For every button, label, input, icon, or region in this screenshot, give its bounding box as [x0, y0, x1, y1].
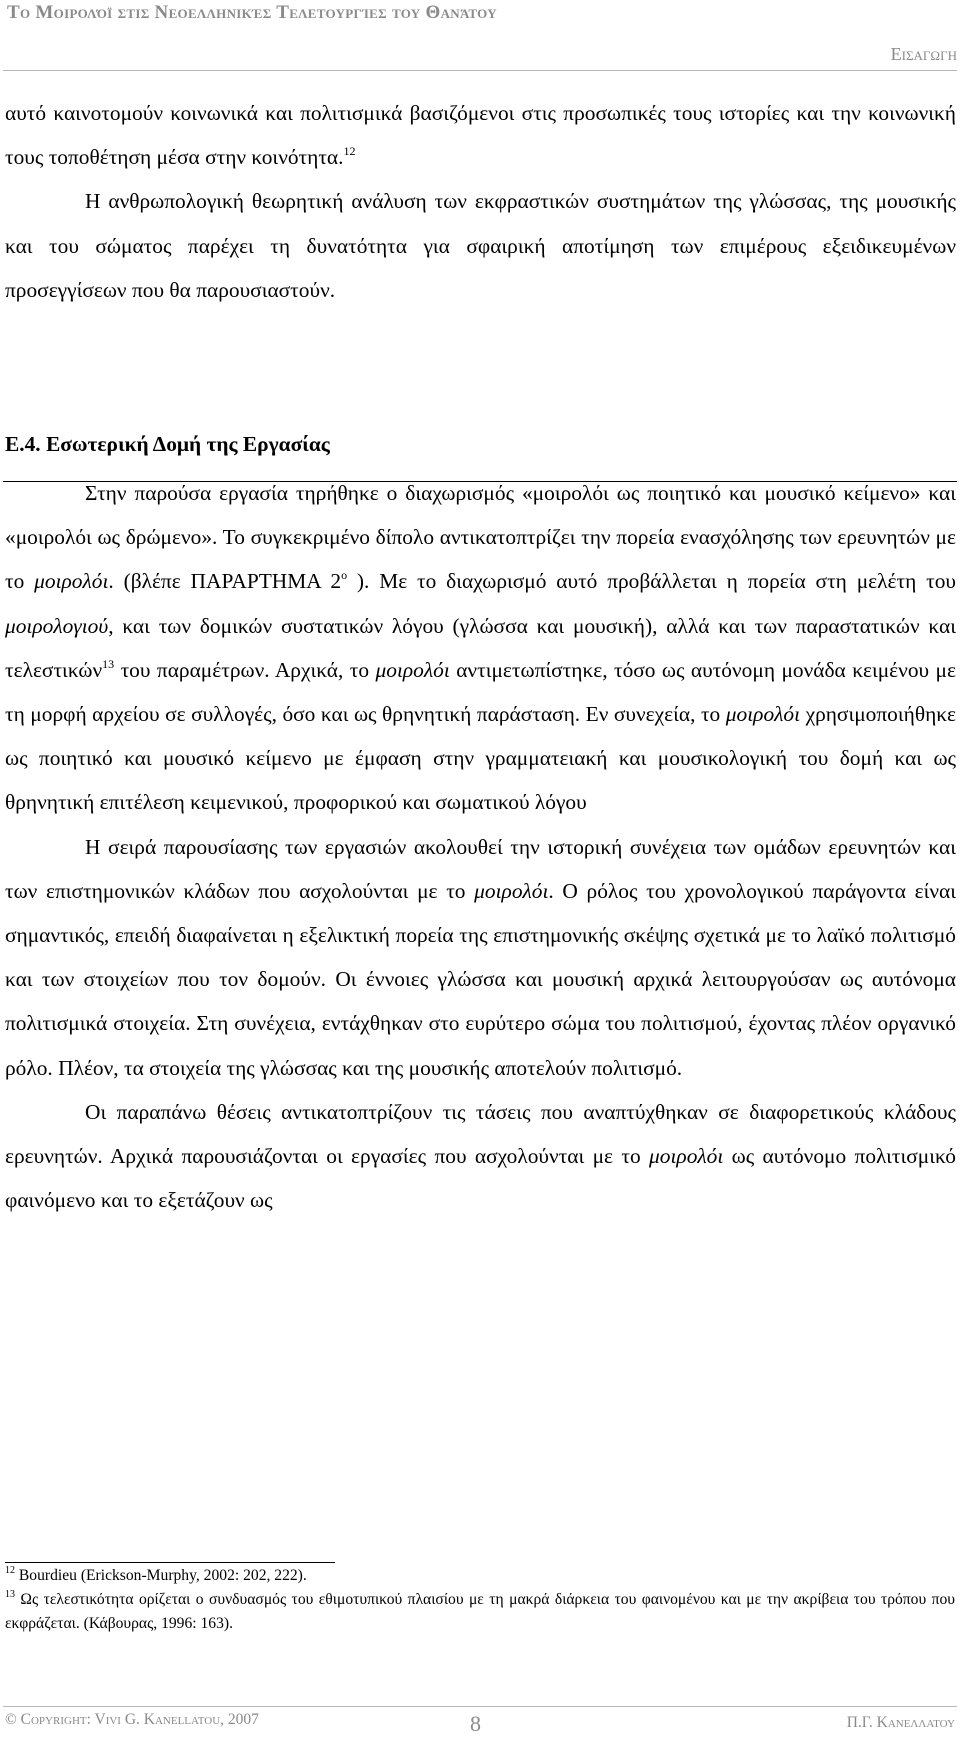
header-divider — [3, 70, 957, 71]
intro-paragraph-2: Η ανθρωπολογική θεωρητική ανάλυση των εκφραστικών συστημάτων της γλώσσας, της μουσικής και του σώματος παρέχει τη δυνατότητα για σφαιρική αποτίμηση των επιμέρους εξειδικευμένων προσεγγίσεων που θα παρουσιαστούν. — [5, 189, 956, 302]
footnote-12: $^{12}$ Bourdieu (Erickson-Murphy, 2002: 202, 222). — [5, 1564, 307, 1584]
running-title: Το Μοιρολόϊ στις Νεοελληνικές Τελετουργίες του Θανάτου — [7, 2, 497, 23]
footnote-ref-12[interactable]: 12 — [343, 144, 356, 159]
footnote-ref-13[interactable]: 13 — [102, 656, 115, 671]
body-paragraph-3: Οι παραπάνω θέσεις αντικατοπτρίζουν τις τάσεις που αναπτύχθηκαν σε διαφορετικούς κλάδους ερευνητών. Αρχικά παρουσιάζονται οι εργασίες που ασχολούνται με το μοιρολόι ως αυτόνομο πολιτισμικό φαινόμενο και το εξετάζουν ως — [5, 1099, 956, 1213]
intro-paragraph-1: αυτό καινοτομούν κοινωνικά και πολιτισμικά βασιζόμενοι στις προσωπικές τους ιστορίες και την κοινωνική τους τοποθέτηση μέσα στην κοινότητα.$^{12}$ — [5, 101, 956, 170]
body-paragraph-1: Στην παρούσα εργασία τηρήθηκε ο διαχωρισμός «μοιρολόι ως ποιητικό και μουσικό κείμενο» και «μοιρολόι ως δρώμενο». Το συγκεκριμένο δίπολο αντικατοπτρίζει την πορεία ενασχόλησης των ερευνητών με το μοιρολόι. (βλέπε ΠΑΡΑΡΤΗΜΑ $2^o$ ). Με το διαχωρισμό αυτό προβάλλεται η πορεία στη μελέτη του μοιρολογιού, και των δομικών συστατικών λόγου (γλώσσα και μουσική), αλλά και των παραστατικών και τελεστικών$^{13}$ του παραμέτρων. Αρχικά, το μοιρολόι αντιμετωπίστηκε, τόσο ως αυτόνομη μονάδα κειμένου με τη μορφή αρχείου σε συλλογές, όσο και ως θρηνητική παράσταση. Εν συνεχεία, το μοιρολόι χρησιμοποιήθηκε ως ποιητικό και μουσικό κείμενο με έμφαση στην γραμματειακή και μουσικολογική του δομή και ως θρηνητική επιτέλεση κειμενικού, προφορικού και σωματικού λόγου — [5, 481, 957, 815]
footnote-13: $^{13}$ Ως τελεστικότητα ορίζεται ο συνδυασμός του εθιμοτυπικού πλαισίου με τη μακρά διάρκεια του φαινομένου και με την ακρίβεια του τρόπου που εκφράζεται. (Κάβουρας, 1996: 163). — [5, 1588, 955, 1632]
section-heading: Ε.4. Εσωτερική Δομή της Εργασίας — [5, 432, 330, 456]
page-number: 8 — [470, 1711, 481, 1736]
copyright-notice: © Copyright: Vivi G. Kanellatou, 2007 — [5, 1711, 259, 1728]
footer-divider — [3, 1706, 957, 1707]
footer-author: Π.Γ. Κανελλατου — [846, 1714, 955, 1731]
footnote-divider — [5, 1562, 335, 1563]
footnotes — [5, 1564, 955, 1636]
section-body — [5, 471, 956, 1222]
running-section-label: Εισαγωγη — [890, 44, 957, 64]
body-paragraph-2: Η σειρά παρουσίασης των εργασιών ακολουθεί την ιστορική συνέχεια των ομάδων ερευνητών και των επιστημονικών κλάδων που ασχολούνται με το μοιρολόι. Ο ρόλος του χρονολογικού παράγοντα είναι σημαντικός, επειδή διαφαίνεται η εξελικτική πορεία της επιστημονικής σκέψης σχετικά με το λαϊκό πολιτισμό και των στοιχείων που τον δομούν. Οι έννοιες γλώσσα και μουσική αρχικά λειτουργούσαν ως αυτόνομα πολιτισμικά στοιχεία. Στη συνέχεια, εντάχθηκαν στο ευρύτερο σώμα του πολιτισμού, έχοντας πλέον οργανικό ρόλο. Πλέον, τα στοιχεία της γλώσσας και της μουσικής αποτελούν πολιτισμό. — [5, 834, 956, 1080]
intro-text — [5, 91, 956, 312]
